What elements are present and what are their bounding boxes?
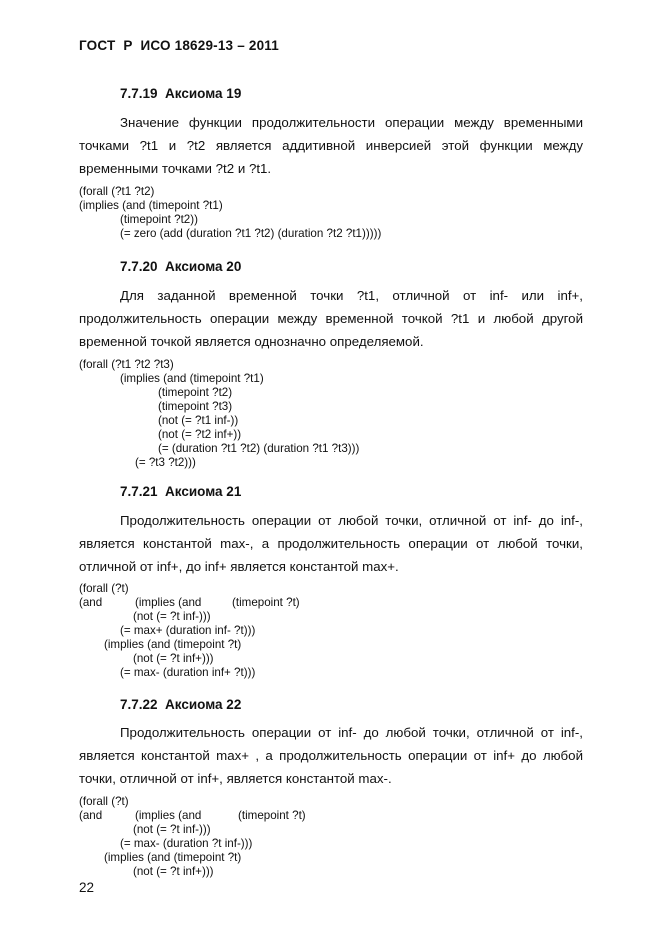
section-paragraph — [79, 111, 583, 180]
paragraph-line: временными точками ?t2 и ?t1. — [79, 161, 272, 176]
paragraph-line: отличной от inf+, до inf+ является константой max+. — [79, 559, 399, 574]
code-line: (not (= ?t1 inf-)) — [158, 414, 239, 427]
code-line: (timepoint ?t) — [238, 809, 306, 822]
paragraph-line: является константой max+ , а продолжительность операции от inf+ до любой — [79, 748, 583, 763]
code-line: (= (duration ?t1 ?t2) (duration ?t1 ?t3))) — [158, 442, 360, 455]
code-line: (implies (and (timepoint ?t1) — [120, 372, 264, 385]
code-line: (timepoint ?t3) — [158, 400, 233, 413]
code-line: (not (= ?t inf-))) — [133, 823, 211, 836]
paragraph-line: является константой max-, а продолжительность операции от любой точки, — [79, 536, 583, 551]
code-line: (= max- (duration ?t inf-))) — [120, 837, 253, 850]
code-line: (and — [79, 596, 103, 609]
code-line: (forall (?t) — [79, 795, 129, 808]
code-line: (not (= ?t inf+))) — [133, 652, 214, 665]
code-line: (not (= ?t inf-))) — [133, 610, 211, 623]
section-heading-7-7-21: 7.7.21 Аксиома 21 — [120, 484, 242, 499]
code-line: (forall (?t1 ?t2) — [79, 185, 155, 198]
code-line: (timepoint ?t) — [232, 596, 300, 609]
paragraph-line: точками ?t1 и ?t2 является аддитивной инверсией этой функции между — [79, 138, 583, 153]
code-line: (timepoint ?t2) — [158, 386, 233, 399]
code-line: (implies (and (timepoint ?t) — [104, 638, 242, 651]
section-paragraph — [79, 509, 583, 578]
code-line: (forall (?t1 ?t2 ?t3) — [79, 358, 174, 371]
paragraph-line: Значение функции продолжительности операции между временными — [120, 115, 583, 130]
code-line: (= ?t3 ?t2))) — [135, 456, 196, 469]
code-line: (implies (and — [135, 809, 202, 822]
paragraph-line: временной точкой является однозначно определяемой. — [79, 334, 424, 349]
paragraph-line: продолжительность операции между временной точкой ?t1 и любой другой — [79, 311, 583, 326]
paragraph-line: Продолжительность операции от любой точки, отличной от inf- до inf-, — [120, 513, 583, 528]
section-paragraph — [79, 721, 583, 790]
code-line: (implies (and (timepoint ?t1) — [79, 199, 223, 212]
paragraph-line: точки, отличной от inf+, является константой max-. — [79, 771, 392, 786]
code-line: (= max- (duration inf+ ?t))) — [120, 666, 256, 679]
code-line: (forall (?t) — [79, 582, 129, 595]
code-line: (implies (and — [135, 596, 202, 609]
code-line: (not (= ?t inf+))) — [133, 865, 214, 878]
code-line: (timepoint ?t2)) — [120, 213, 198, 226]
page-number: 22 — [79, 880, 95, 895]
paragraph-line: Продолжительность операции от inf- до любой точки, отличной от inf-, — [120, 725, 583, 740]
code-line: (= max+ (duration inf- ?t))) — [120, 624, 256, 637]
code-line: (not (= ?t2 inf+)) — [158, 428, 242, 441]
section-paragraph — [79, 284, 583, 353]
code-line: (implies (and (timepoint ?t) — [104, 851, 242, 864]
code-line: (and — [79, 809, 103, 822]
paragraph-line: Для заданной временной точки ?t1, отличной от inf- или inf+, — [120, 288, 583, 303]
document-header: ГОСТ Р ИСО 18629-13 – 2011 — [79, 38, 279, 53]
section-heading-7-7-20: 7.7.20 Аксиома 20 — [120, 259, 242, 274]
section-heading-7-7-22: 7.7.22 Аксиома 22 — [120, 697, 242, 712]
section-heading-7-7-19: 7.7.19 Аксиома 19 — [120, 86, 242, 101]
code-line: (= zero (add (duration ?t1 ?t2) (duration ?t2 ?t1))))) — [120, 227, 382, 240]
